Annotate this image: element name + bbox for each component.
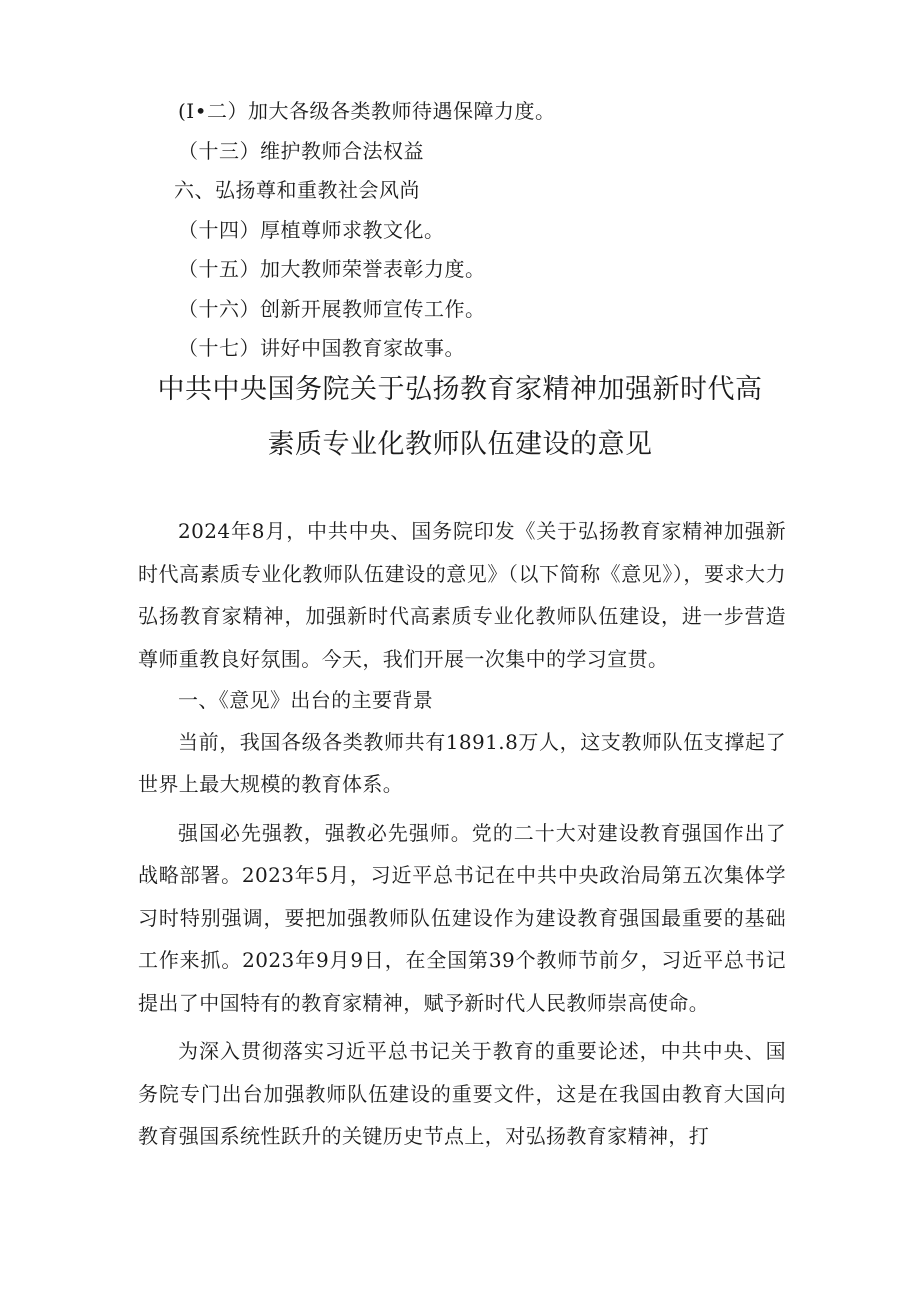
section-heading: 一、《意见》出台的主要背景 bbox=[178, 688, 434, 712]
document-title-line: 中共中央国务院关于弘扬教育家精神加强新时代高 bbox=[157, 374, 763, 405]
outline-item: （十三）维护教师合法权益 bbox=[178, 138, 424, 163]
outline-item: (I•二）加大各级各类教师待遇保障力度。 bbox=[178, 99, 556, 123]
document-title bbox=[100, 362, 820, 472]
document-body bbox=[138, 510, 786, 1158]
outline-item: （十六）创新开展教师宣传工作。 bbox=[178, 296, 486, 321]
outline-item: （十四）厚植尊师求教文化。 bbox=[178, 217, 445, 242]
outline-list bbox=[174, 92, 556, 369]
document-title-line: 素质专业化教师队伍建设的意见 bbox=[267, 429, 653, 460]
body-paragraph: 强国必先强教，强教必先强师。党的二十大对建设教育强国作出了战略部署。2023年5月，习近平总书记在中共中央政治局第五次集体学习时特别强调，要把加强教师队伍建设作为建设教育强国最重要的基础工作来抓。2023年9月9日，在全国第39个教师节前夕，习近平总书记提出了中国特有的教育家精神，赋予新时代人民教师崇高使命。 bbox=[138, 820, 786, 1015]
outline-section-heading: 六、弘扬尊和重教社会风尚 bbox=[174, 178, 420, 202]
outline-item: （十五）加大教师荣誉表彰力度。 bbox=[178, 257, 486, 281]
body-paragraph: 为深入贯彻落实习近平总书记关于教育的重要论述，中共中央、国务院专门出台加强教师队伍建设的重要文件，这是在我国由教育大国向教育强国系统性跃升的关键历史节点上，对弘扬教育家精神，打 bbox=[138, 1039, 786, 1148]
body-paragraph: 当前，我国各级各类教师共有1891.8万人，这支教师队伍支撑起了世界上最大规模的教育体系。 bbox=[138, 729, 786, 796]
outline-item: （十七）讲好中国教育家故事。 bbox=[178, 336, 465, 360]
body-paragraph: 2024年8月，中共中央、国务院印发《关于弘扬教育家精神加强新时代高素质专业化教师队伍建设的意见》（以下简称《意见》），要求大力弘扬教育家精神，加强新时代高素质专业化教师队伍建设，进一步营造尊师重教良好氛围。今天，我们开展一次集中的学习宣贯。 bbox=[138, 519, 786, 671]
